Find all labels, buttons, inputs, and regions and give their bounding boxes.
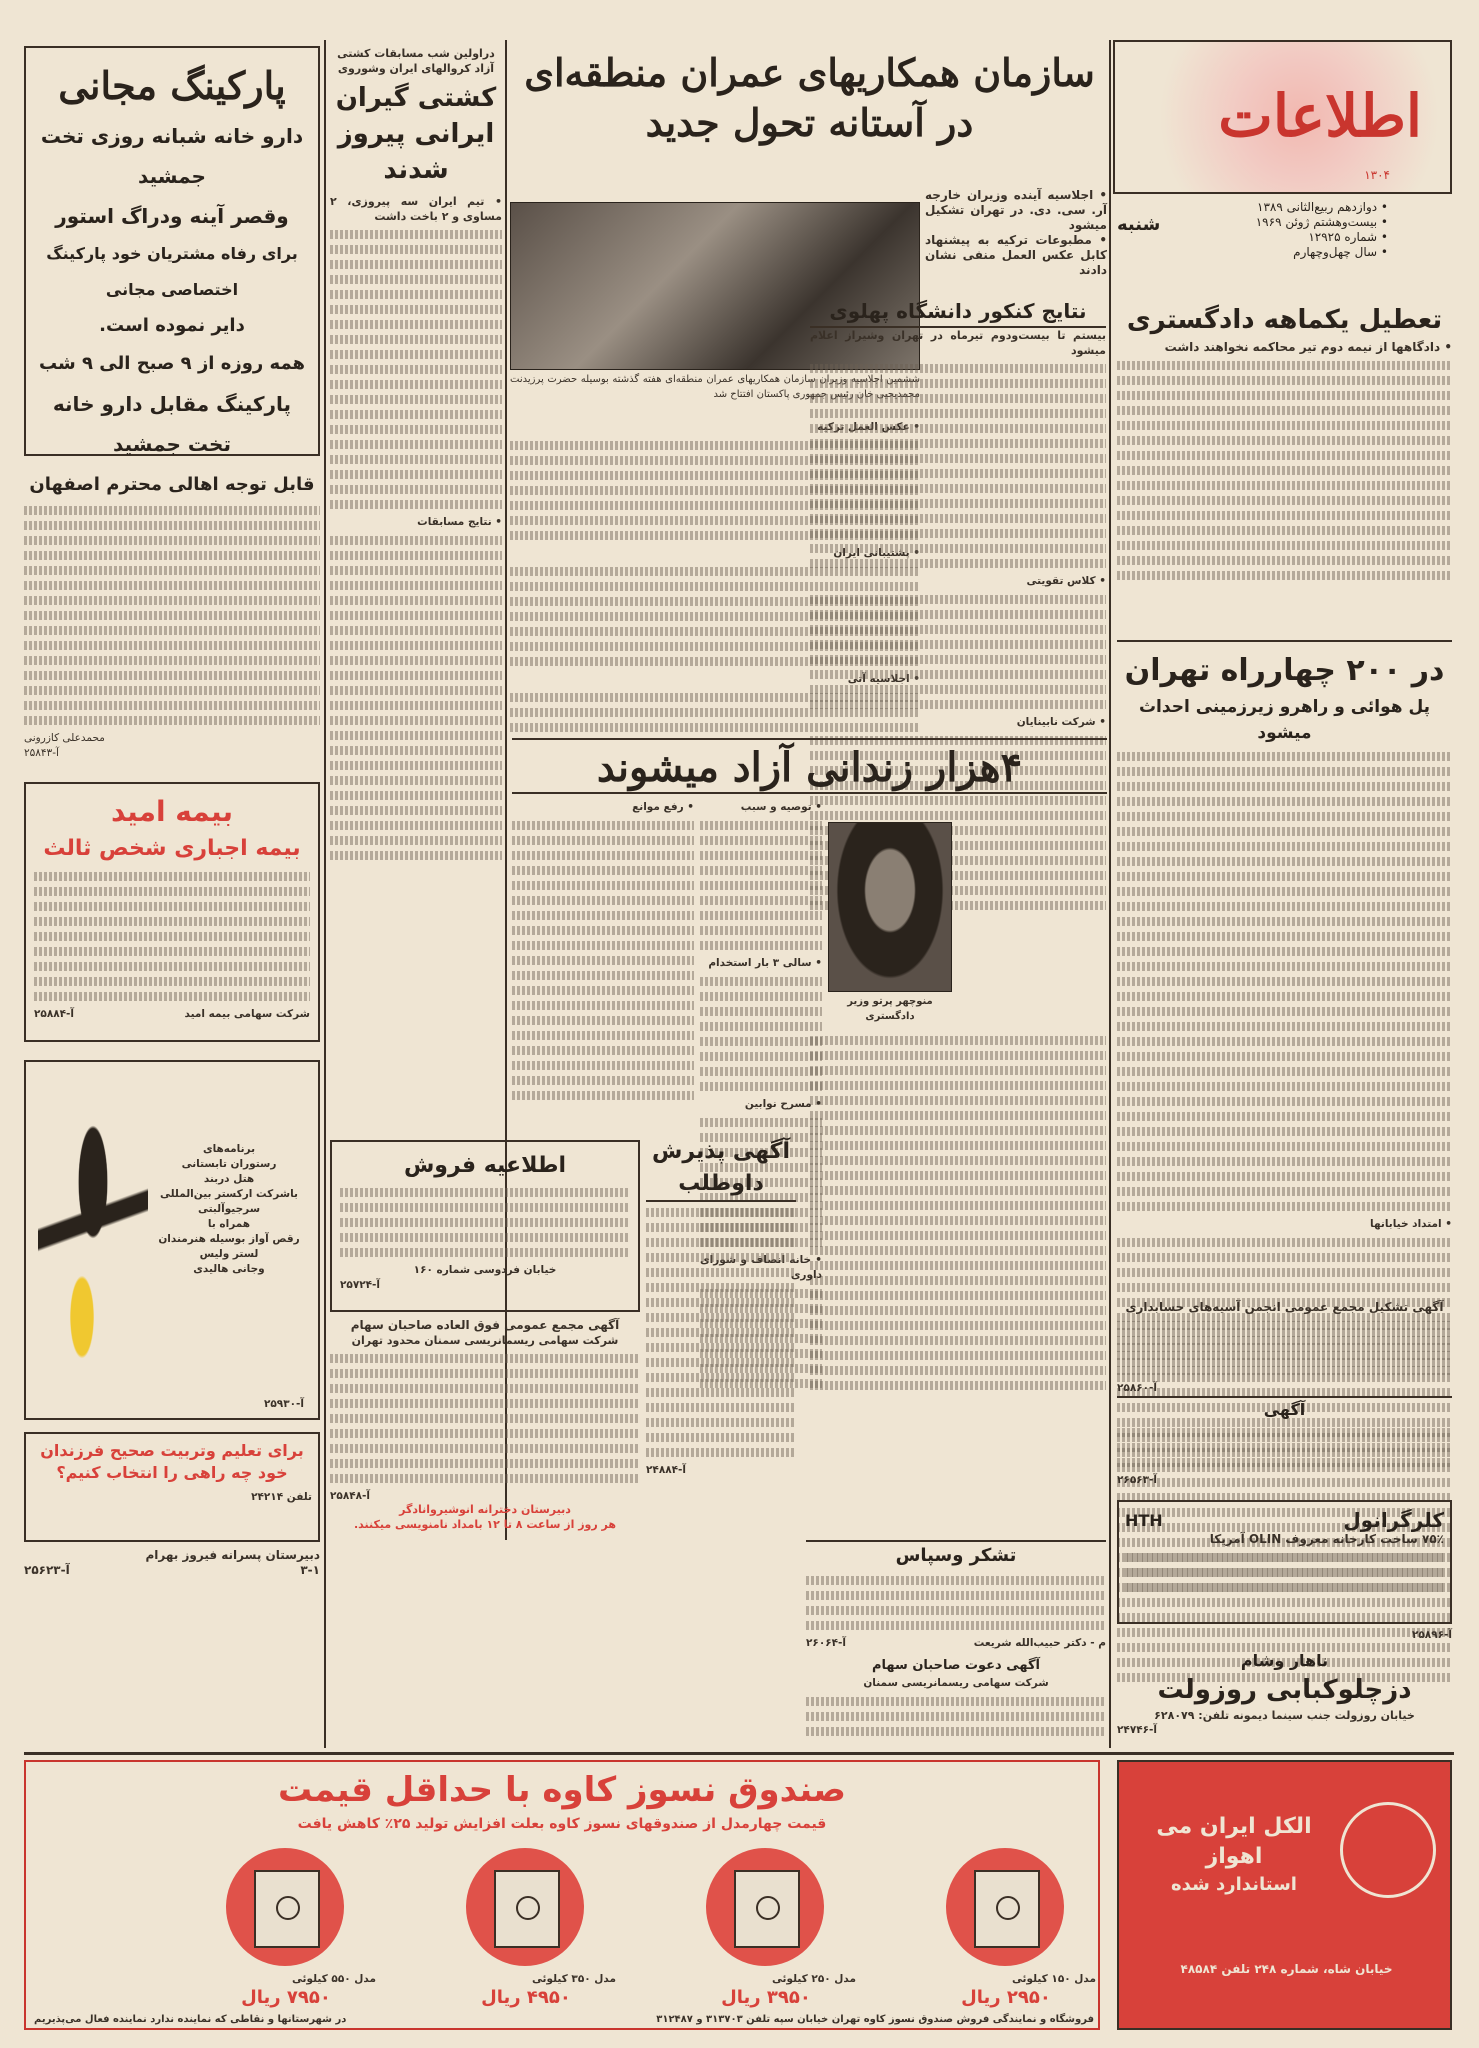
parking-ad-line-5: همه روزه از ۹ صبح الی ۹ شب [38,353,306,374]
parking-ad-title: پارکینگ مجانی [58,63,286,108]
lead-bullet-2: • مطبوعات ترکیه به پیشنهاد کابل عکس العمل منفی نشان دادند [925,233,1107,277]
parking-ad-line-1: دارو خانه شبانه روزی تخت جمشید [40,124,304,188]
court-bullet: • دادگاهها از نیمه دوم تیر محاکمه نخواهند داشت [1164,340,1452,354]
chlorine-ad [1117,1500,1452,1624]
safe-label-3: مدل ۳۵۰ کیلوئی [531,1973,616,1985]
isfahan-notice [24,470,320,770]
parking-ad-line-2: وقصر آینه ودراگ استور [55,204,289,228]
minister-photo [828,822,952,992]
shareholders-block [806,1656,1106,1748]
parking-ad-line-4: دایر نموده است. [99,315,245,336]
safe-price-2 [676,1972,856,2012]
carpet-sale-ad [330,1140,640,1312]
isfahan-title: قابل توجه اهالی محترم اصفهان [29,474,315,495]
konkur-headline: نتایج کنکور دانشگاه پهلوی [810,296,1106,328]
program-line-8: لستر ولیس [199,1248,259,1260]
alcohol-emblem-icon [1340,1802,1436,1898]
safe-model-4 [226,1848,344,1966]
shareholders-title: آگهی دعوت صاحبان سهام [872,1658,1040,1673]
school-name: دبیرستان پسرانه فیروز بهرام [145,1548,320,1562]
kebab-top: ناهار وشام [1240,1651,1329,1670]
masthead-logo [1113,40,1452,194]
issue-number: ۱۲۹۲۵ [1308,230,1341,244]
safe-footer-address: فروشگاه و نمایندگی فروش صندوق نسوز کاوه تهران خیابان سپه تلفن ۳۱۳۷۰۳ و ۳۱۲۴۸۷ [656,2014,1094,2025]
prisoners-col3 [512,800,694,1130]
prisoners-subhead-3: • مسرح نوابین [744,1098,822,1110]
wrestling-bullet: • تیم ایران سه پیروزی، ۲ مساوی و ۲ باخت داشت [330,195,502,223]
education-ad [24,1432,320,1542]
program-line-2: رستوران تابستانی [181,1158,277,1170]
safe-label-4: مدل ۵۵۰ کیلوئی [291,1973,376,1985]
program-line-9: وجانی هالیدی [193,1263,265,1275]
parking-ad-line-6: پارکینگ مقابل دارو خانه تخت جمشید [52,392,292,456]
program-line-4: باشرکت ارکستر بین‌المللی [160,1188,298,1200]
prisoners-subhead-2: • سالی ۳ بار استخدام [708,957,822,969]
prisoners-headline: ۴هزار زندانی آزاد میشوند [512,738,1107,794]
notice-code: آ-۲۶۵۶۳ [1117,1474,1158,1486]
safe-headline: صندوق نسوز کاوه با حداقل قیمت [278,1770,846,1810]
prisoners-body [810,1030,1106,1410]
program-line-6: همراه با [207,1218,251,1230]
safe-value-1: ۲۹۵۰ ریال [961,1987,1051,2008]
school-code-2: ۳-۱ [300,1563,320,1577]
chlorine-code: آ-۲۵۸۹۶ [1411,1629,1452,1641]
lead-bullet-list [925,188,1107,288]
thanks-code: آ-۲۶۰۶۴ [806,1637,847,1649]
assembly2-title: آگهی تشکیل مجمع عمومی انجمن آسیه‌های حسابداری [1125,1300,1444,1314]
recruit-code: آ-۲۴۸۸۴ [646,1464,687,1476]
carpet-ad-title: اطلاعیه فروش [403,1153,567,1178]
chlorine-title: کلرگرانول [1343,1508,1444,1532]
program-line-5: سرجیوآلبتی [197,1203,261,1215]
safe-footer-agents: در شهرستانها و نقاطی که نماینده ندارد نماینده فعال می‌پذیریم [34,2014,347,2025]
lead-subhead-iran: • پشتیبانی ایران [833,547,920,559]
alcohol-ad [1117,1760,1452,2030]
minister-caption: منوچهر پرتو وزیر دادگستری [847,996,933,1022]
girls-school-hours: هر روز از ساعت ۸ تا ۱۲ بامداد نامنویسی میکنند. [353,1518,617,1531]
safe-model-2 [706,1848,824,1966]
alcohol-subtitle: استاندارد شده [1171,1874,1297,1895]
safe-value-3: ۴۹۵۰ ریال [481,1987,571,2008]
safe-subline: قیمت چهارمدل از صندوقهای نسوز کاوه بعلت افزایش تولید ۲۵٪ کاهش یافت [297,1816,827,1832]
masthead [1117,40,1452,259]
insurance-company: شرکت سهامی بیمه امید [184,1008,310,1020]
carpet-ad-code: آ-۲۵۷۲۴ [340,1279,381,1291]
assembly2-block [810,1414,1106,1424]
safe-label-1: مدل ۱۵۰ کیلوئی [1011,1973,1096,1985]
carpet-ad-address: خیابان فردوسی شماره ۱۶۰ [413,1264,557,1276]
safe-value-2: ۳۹۵۰ ریال [721,1987,811,2008]
insurance-title: بیمه امید [111,795,233,828]
lead-headline: سازمان همکاریهای عمران منطقه‌ای در آستانه تحول جدید [524,50,1095,145]
kebab-address: خیابان روزولت جنب سینما دیمونه تلفن: ۶۲۸۰۷۹ [1154,1709,1415,1722]
lead-bullet-1: • اجلاسیه آینده وزیران خارجه آر. سی. دی. در تهران تشکیل میشود [925,188,1107,232]
assembly-code: آ-۲۵۸۴۸ [330,1490,371,1502]
shareholders-company: شرکت سهامی ریسمانریسی سمنان [863,1677,1049,1689]
safe-model-3 [466,1848,584,1966]
girls-school-name: دبیرستان دخترانه انوشیروانادگر [399,1503,571,1516]
recruit-ad [646,1136,796,1536]
girls-school-ad [330,1502,640,1542]
isfahan-code: آ-۲۵۸۴۳ [24,747,59,759]
court-headline: تعطیل یکماهه دادگستری [1126,305,1443,335]
lead-subhead-turkey: • عکس العمل ترکیه [817,421,920,433]
prisoners-subhead-4: • رفع موانع [632,801,694,813]
court-article [1117,300,1452,630]
wrestling-kicker: دراولین شب مسابقات کشتی آزاد کروالهای ایران وشوروی [337,47,495,75]
alcohol-title: الکل ایران می اهواز [1156,1814,1312,1869]
accountants-notice [1117,1050,1118,1051]
date-gregorian: بیست‌وهشتم ژوئن ۱۹۶۹ [1255,215,1378,229]
kebab-title: دزچلوکبابی روزولت [1157,1675,1412,1705]
isfahan-signature: محمدعلی کازرونی [24,732,105,744]
masthead-meta: • دوازدهم ربیع‌الثانی ۱۳۸۹ • بیست‌وهشتم ژوئن ۱۹۶۹ • شماره ۱۲۹۲۵ • سال چهل‌وچهارم [1255,200,1388,259]
prisoners-subhead-1: • توصیه و سبب [740,801,822,813]
thanks-title: تشکر وسپاس [895,1545,1017,1566]
volume-year: چهل‌وچهارم [1293,245,1351,259]
safe-price-1 [916,1972,1096,2012]
konkur-subhead-class: • کلاس تقویتی [1026,575,1106,587]
assembly2-and-notice [1117,1300,1452,1490]
assembly2-code: آ-۲۵۸۶۰ [1117,1382,1158,1394]
masthead-day: شنبه [1117,214,1161,235]
parking-ad [24,46,320,456]
parking-ad-line-3: برای رفاه مشتریان خود پارکینگ اختصاصی مجانی [46,244,298,299]
insurance-subtitle: بیمه اجباری شخص ثالث [43,836,301,861]
masthead-year: ۱۳۰۴ [1364,168,1390,182]
thanks-signer: م - دکتر حبیب‌الله شریعت [973,1637,1106,1649]
assembly-company: شرکت سهامی ریسمانریسی سمنان محدود تهران [351,1334,619,1347]
thanks-block [806,1540,1106,1650]
konkur-kicker: بیستم تا بیست‌ودوم تیرماه در تهران وشیراز اعلام میشود [810,329,1106,357]
wrestling-headline: کشتی گیران ایرانی پیروز شدند [335,83,497,185]
safe-label-2: مدل ۲۵۰ کیلوئی [771,1973,856,1985]
safe-footer [34,2012,1094,2030]
notice-title: آگهی [1117,1396,1452,1422]
assembly-ad [330,1318,640,1502]
prisoners-subhead-5: • خانه انصاف و شورای داوری [700,1254,822,1281]
school-ad [24,1548,320,1598]
alcohol-address: خیابان شاه، شماره ۲۴۸ تلفن ۴۸۵۸۴ [1180,1962,1393,1976]
musician-icon [38,1092,148,1392]
lead-subhead-next: • اجلاسیه آتی [847,673,920,685]
date-hijri: دوازدهم ربیع‌الثانی ۱۳۸۹ [1257,200,1378,214]
school-code: آ-۲۵۶۲۳ [24,1563,70,1577]
kebab-ad [1117,1650,1452,1748]
education-phone: تلفن ۲۴۲۱۴ [251,1491,312,1503]
wrestling-subhead-results: • نتایج مسابقات [417,516,502,528]
insurance-code: آ-۲۵۸۸۴ [34,1008,75,1020]
safe-ad [24,1760,1100,2030]
lead-photo-caption: ششمین اجلاسیه وزیران سازمان همکاریهای عمران منطقه‌ای هفته گذشته بوسیله حضرت پرزیدنت محمدیحیی خان رئیس جمهوری پاکستان افتتاح شد [510,374,920,400]
safe-price-3 [436,1972,616,2012]
kebab-code: آ-۲۴۷۴۶ [1117,1724,1158,1736]
recruit-title: آگهی پذیرش داوطلب [646,1136,796,1202]
konkur-subhead-blind: • شرکت نابینایان [1016,716,1106,728]
safe-model-1 [946,1848,1064,1966]
program-line-1: برنامه‌های [202,1143,256,1155]
chlorine-line: ۷۵٪ ساخت کارخانه معروف OLIN آمریکا [1209,1532,1444,1546]
insurance-ad [24,782,320,1042]
chlorine-brand: HTH [1125,1510,1163,1530]
underground-subhead: پل هوائی و راهرو زیرزمینی احداث میشود [1138,697,1431,743]
program-line-7: رقص آواز بوسیله هنرمندان [158,1233,300,1245]
masthead-name: اطلاعات [1218,82,1422,150]
hotel-program-ad [24,1060,320,1420]
education-title: برای تعلیم وتربیت صحیح فرزندان خود چه راهی را انتخاب کنیم؟ [40,1441,304,1482]
streets-subhead: • امتداد خیابانها [1370,1218,1452,1230]
safe-price-4 [196,1972,376,2012]
assembly-title: آگهی مجمع عمومی فوق العاده صاحبان سهام [350,1318,620,1332]
underground-headline: در ۲۰۰ چهارراه تهران [1124,653,1445,688]
safe-value-4: ۷۹۵۰ ریال [241,1987,331,2008]
wrestling-article [330,46,502,736]
program-ad-code: آ-۲۵۹۳۰ [263,1398,304,1410]
program-line-3: هتل دربند [203,1173,255,1185]
